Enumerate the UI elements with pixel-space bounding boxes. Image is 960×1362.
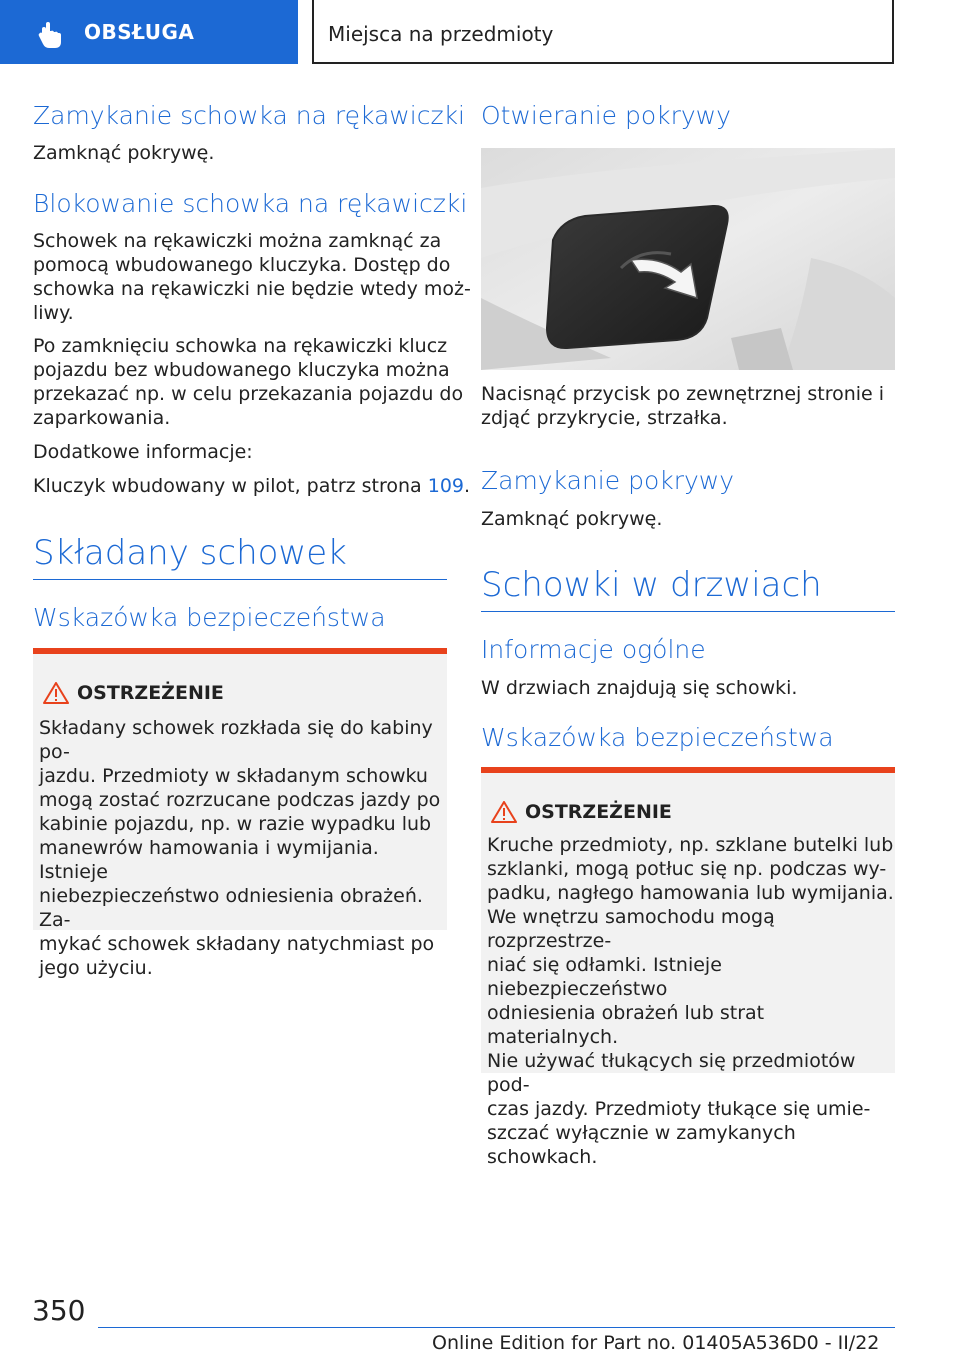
chapter-tab <box>312 0 894 64</box>
text-more-info: Dodatkowe informacje: <box>33 441 253 463</box>
text-key-reference: Kluczyk wbudowany w pilot, patrz strona 109. <box>33 475 471 497</box>
text-close-glovebox: Zamknąć pokrywę. <box>33 142 215 164</box>
warning-triangle-icon <box>43 682 69 704</box>
heading-lock-glovebox: Blokowanie schowka na rękawiczki <box>33 189 468 218</box>
heading-folding-compartment: Składany schowek <box>33 533 347 573</box>
text-lock-glovebox-1: Schowek na rękawiczki można zamknąć za pomocą wbudowanego kluczyka. Dostęp do schowka na rękawiczki nie będzie wtedy moż- liwy. <box>33 230 471 324</box>
cover-illustration <box>481 148 895 370</box>
heading-rule <box>481 611 895 612</box>
heading-safety-left: Wskazówka bezpieczeństwa <box>33 603 386 632</box>
heading-general-info: Informacje ogólne <box>481 635 706 664</box>
section-label: OBSŁUGA <box>84 20 195 44</box>
text-general-info: W drzwiach znajdują się schowki. <box>481 677 798 699</box>
warning-text: Składany schowek rozkłada się do kabiny po- jazdu. Przedmioty w składanym schowku mogą zostać rozrzucane podczas jazdy po kabinie pojazdu, np. w razie wypadku lub manewrów hamowania i wymijania. Istnieje niebezpieczeństwo odniesienia obrażeń. Za- mykać schowek składany natychmiast po jego użyciu. <box>39 717 441 979</box>
text-close-cover: Zamknąć pokrywę. <box>481 508 663 530</box>
chapter-label: Miejsca na przedmioty <box>328 22 554 46</box>
warning-title: OSTRZEŻENIE <box>77 682 224 704</box>
image-caption: Nacisnąć przycisk po zewnętrznej stronie i zdjąć przykrycie, strzałka. <box>481 383 885 429</box>
warning-title: OSTRZEŻENIE <box>525 801 672 823</box>
warning-box-left <box>33 648 447 979</box>
heading-open-cover: Otwieranie pokrywy <box>481 101 731 130</box>
warning-triangle-icon <box>491 801 517 823</box>
page-number: 350 <box>32 1294 86 1327</box>
text-lock-glovebox-2: Po zamknięciu schowka na rękawiczki klucz pojazdu bez wbudowanego kluczyka można przekazać np. w celu przekazania pojazdu do zaparkowania. <box>33 335 464 429</box>
hand-pointer-icon <box>36 20 66 50</box>
warning-text: Kruche przedmioty, np. szklane butelki lub szklanki, mogą potłuc się np. podczas wy- padku, nagłego hamowania lub wymijania. We wnętrzu samochodu mogą rozprzestrze- niać się odłamki. Istnieje niebezpieczeństwo odniesienia obrażeń lub strat materialnych. Nie używać tłukących się przedmiotów pod- czas jazdy. Przedmioty tłukące się umie- szczać wyłącznie w zamykanych schowkach. <box>487 834 894 1168</box>
glovebox-cover-image <box>481 148 895 370</box>
heading-close-glovebox: Zamykanie schowka na rękawiczki <box>33 101 465 130</box>
heading-safety-right: Wskazówka bezpieczeństwa <box>481 723 834 752</box>
edition-text: Online Edition for Part no. 01405A536D0 - II/22 <box>432 1332 880 1354</box>
heading-rule <box>33 579 447 580</box>
heading-door-compartments: Schowki w drzwiach <box>481 565 822 605</box>
footer-rule <box>98 1327 895 1328</box>
section-tab <box>0 0 298 64</box>
warning-box-right <box>481 767 895 1168</box>
heading-close-cover: Zamykanie pokrywy <box>481 466 735 495</box>
page-link[interactable]: 109 <box>427 475 465 497</box>
